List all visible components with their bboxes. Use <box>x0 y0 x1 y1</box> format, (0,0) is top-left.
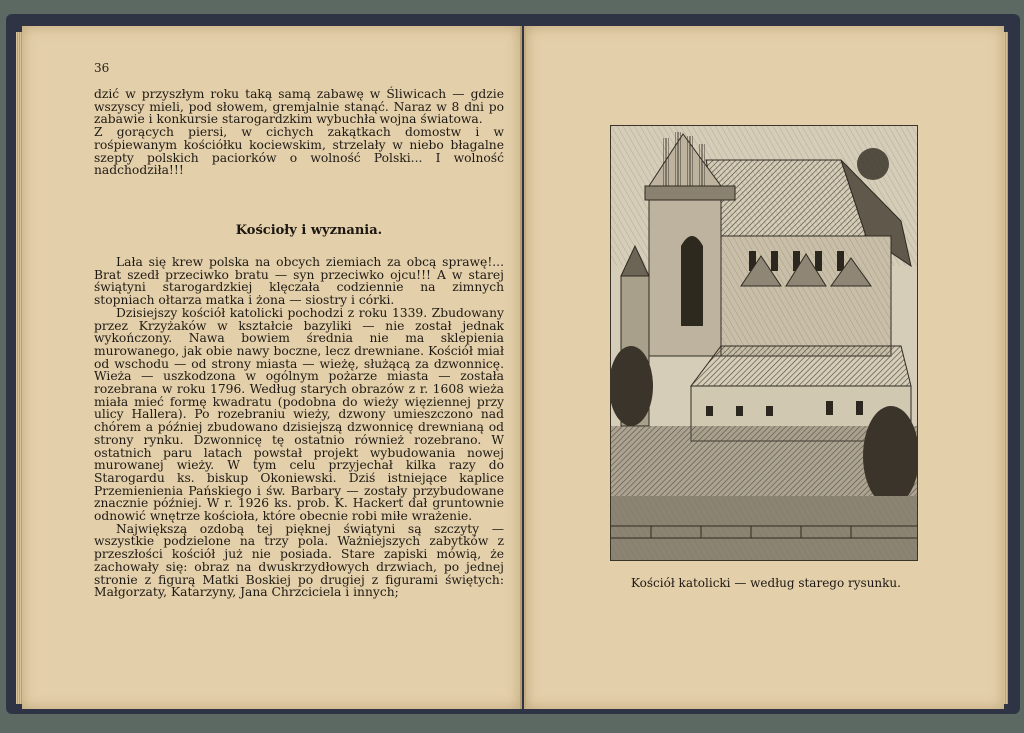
right-page <box>524 26 1004 709</box>
left-page <box>22 26 522 709</box>
intro-paragraph-1: dzić w przyszłym roku taką samą zabawę w Śliwicach — gdzie wszyscy mieli, pod słowem, gremjalnie stanąć. Naraz w 8 dni po zabawie i konkursie starogardzkim wybuchła wojna światowa. <box>94 87 504 127</box>
intro-text <box>94 88 504 177</box>
body-paragraph-3: Największą ozdobą tej pięknej świątyni są szczyty — wszystkie podzielone na trzy pola. Ważniejszych zabytków z przeszłości kościół już nie posiada. Stare zapiski mówią, że zachowały się: obraz na dwuskrzydłowych drzwiach, po jednej stronie z figurą Matki Boskiej po drugiej z figurami świętych: Małgorzaty, Katarzyny, Jana Chrzciciela i innych; <box>94 521 504 600</box>
section-heading: Kościoły i wyznania. <box>235 223 383 238</box>
body-text <box>94 256 504 599</box>
page-number: 36 <box>94 61 110 75</box>
church-engraving-icon <box>610 125 918 561</box>
body-paragraph-1: Lała się krew polska na obcych ziemiach za obcą sprawę!... Brat szedł przeciwko bratu — syn przeciwko ojcu!!! A w starej świątyni starogardzkiej klęczała codziennie na zimnych stopniach ołtarza matka i żona — siostry i córki. <box>94 255 504 308</box>
body-paragraph-2: Dzisiejszy kościół katolicki pochodzi z roku 1339. Zbudowany przez Krzyżaków w kształcie bazyliki — nie został jednak wykończony. Nawa bowiem średnia nie ma sklepienia murowanego, jak obie nawy boczne, lecz drewniane. Kościół miał od wschodu — od strony miasta — wieżę, służącą za dzwonnicę. Wieża — uszkodzona w ogólnym pożarze miasta — została rozebrana w roku 1796. Według starych obrazów z r. 1608 wieża miała mieć formę kwadratu (podobna do wieży więziennej przy ulicy Hallera). Po rozebraniu wieży, dzwony umieszczono nad chórem a później zbudowano dzisiejszą dzwonnicę drewnianą od strony rynku. Dzwonnicę tę ostatnio również rozebrano. W ostatnich paru latach powstał projekt wybudowania nowej murowanej wieży. W tym celu przyjechał kilka razy do Starogardu ks. biskup Okoniewski. Dziś istniejące kaplice Przemienienia Pańskiego i św. Barbary — zostały przybudowane znacznie później. W r. 1926 ks. prob. K. Hackert dał gruntownie odnowić wnętrze kościoła, które obecnie robi miłe wrażenie. <box>94 305 504 524</box>
illustration-caption: Kościół katolicki — według starego rysunku. <box>631 576 901 590</box>
intro-paragraph-2: Z gorących piersi, w cichych zakątkach domostw i w rośpiewanym kościółku kociewskim, strzelały w niebo błagalne szepty polskich paciorków o wolność Polski... I wolność nadchodziła!!! <box>94 125 504 178</box>
